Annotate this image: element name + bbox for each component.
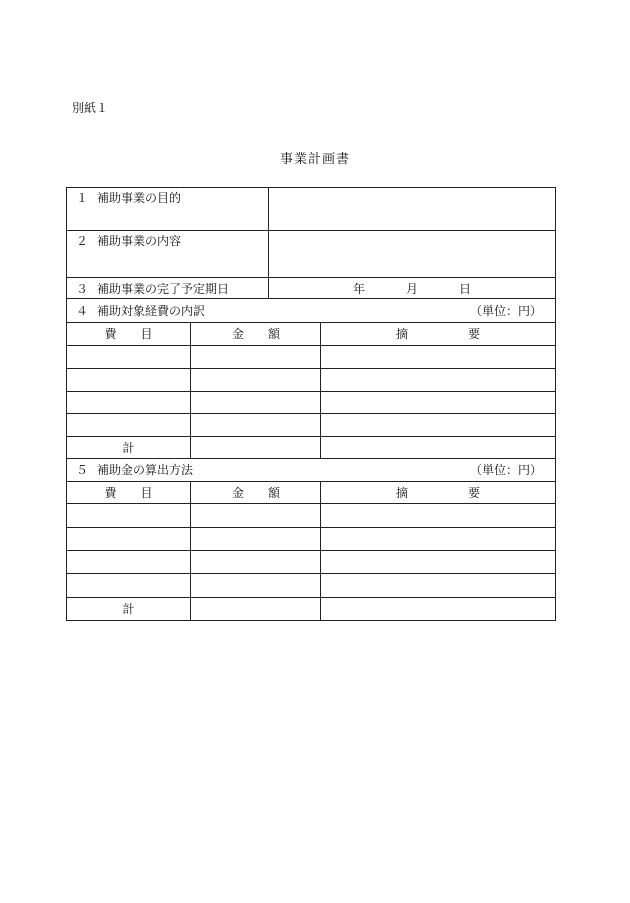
breakdown-row-line <box>66 391 556 392</box>
calculation-header-summary: 摘 要 <box>395 486 480 500</box>
purpose-label: 補助事業の目的 <box>97 191 182 205</box>
calculation-row-line <box>66 550 556 551</box>
purpose-value-field[interactable] <box>272 191 552 227</box>
completion-label: 補助事業の完了予定期日 <box>97 282 230 296</box>
breakdown-row-line <box>66 345 556 346</box>
calculation-col-divider <box>190 481 191 621</box>
breakdown-header-top <box>66 322 556 323</box>
calculation-row-line <box>66 527 556 528</box>
breakdown-row-line <box>66 413 556 414</box>
calculation-header-top <box>66 481 556 482</box>
calculation-total-label: 計 <box>122 602 135 616</box>
section1-bottom <box>66 230 556 231</box>
content-number: ２ <box>76 234 89 248</box>
calculation-header-item: 費 目 <box>104 486 153 500</box>
breakdown-bottom <box>66 458 556 459</box>
document-title: 事業計画書 <box>279 152 350 167</box>
table-border-top <box>66 187 556 188</box>
breakdown-col-divider <box>320 322 321 459</box>
breakdown-header-amount: 金 額 <box>231 327 280 341</box>
date-year-label: 年 <box>353 282 366 296</box>
calculation-row-line <box>66 503 556 504</box>
breakdown-total-label: 計 <box>122 441 135 455</box>
calculation-col-divider <box>320 481 321 621</box>
table-border-bottom <box>66 620 556 621</box>
table-border-right <box>555 187 556 621</box>
breakdown-header-item: 費 目 <box>104 327 153 341</box>
calculation-row-line <box>66 573 556 574</box>
section1-divider <box>268 187 269 298</box>
breakdown-label: 補助対象経費の内訳 <box>97 304 206 318</box>
attachment-label: 別紙１ <box>72 101 109 115</box>
section3-bottom <box>66 298 556 299</box>
purpose-number: １ <box>76 191 89 205</box>
date-day-label: 日 <box>459 282 472 296</box>
breakdown-col-divider <box>190 322 191 459</box>
calculation-row-line <box>66 597 556 598</box>
content-label: 補助事業の内容 <box>97 234 182 248</box>
breakdown-unit: （単位：円） <box>470 304 543 318</box>
table-border-left <box>66 187 67 621</box>
content-value-field[interactable] <box>272 234 552 274</box>
date-month-label: 月 <box>406 282 419 296</box>
calculation-label: 補助金の算出方法 <box>97 463 194 477</box>
calculation-unit: （単位：円） <box>470 463 543 477</box>
calculation-number: ５ <box>76 463 89 477</box>
breakdown-number: ４ <box>76 304 89 318</box>
calculation-header-amount: 金 額 <box>231 486 280 500</box>
breakdown-row-line <box>66 368 556 369</box>
section2-bottom <box>66 277 556 278</box>
completion-number: ３ <box>76 282 89 296</box>
breakdown-header-summary: 摘 要 <box>395 327 480 341</box>
breakdown-row-line <box>66 436 556 437</box>
